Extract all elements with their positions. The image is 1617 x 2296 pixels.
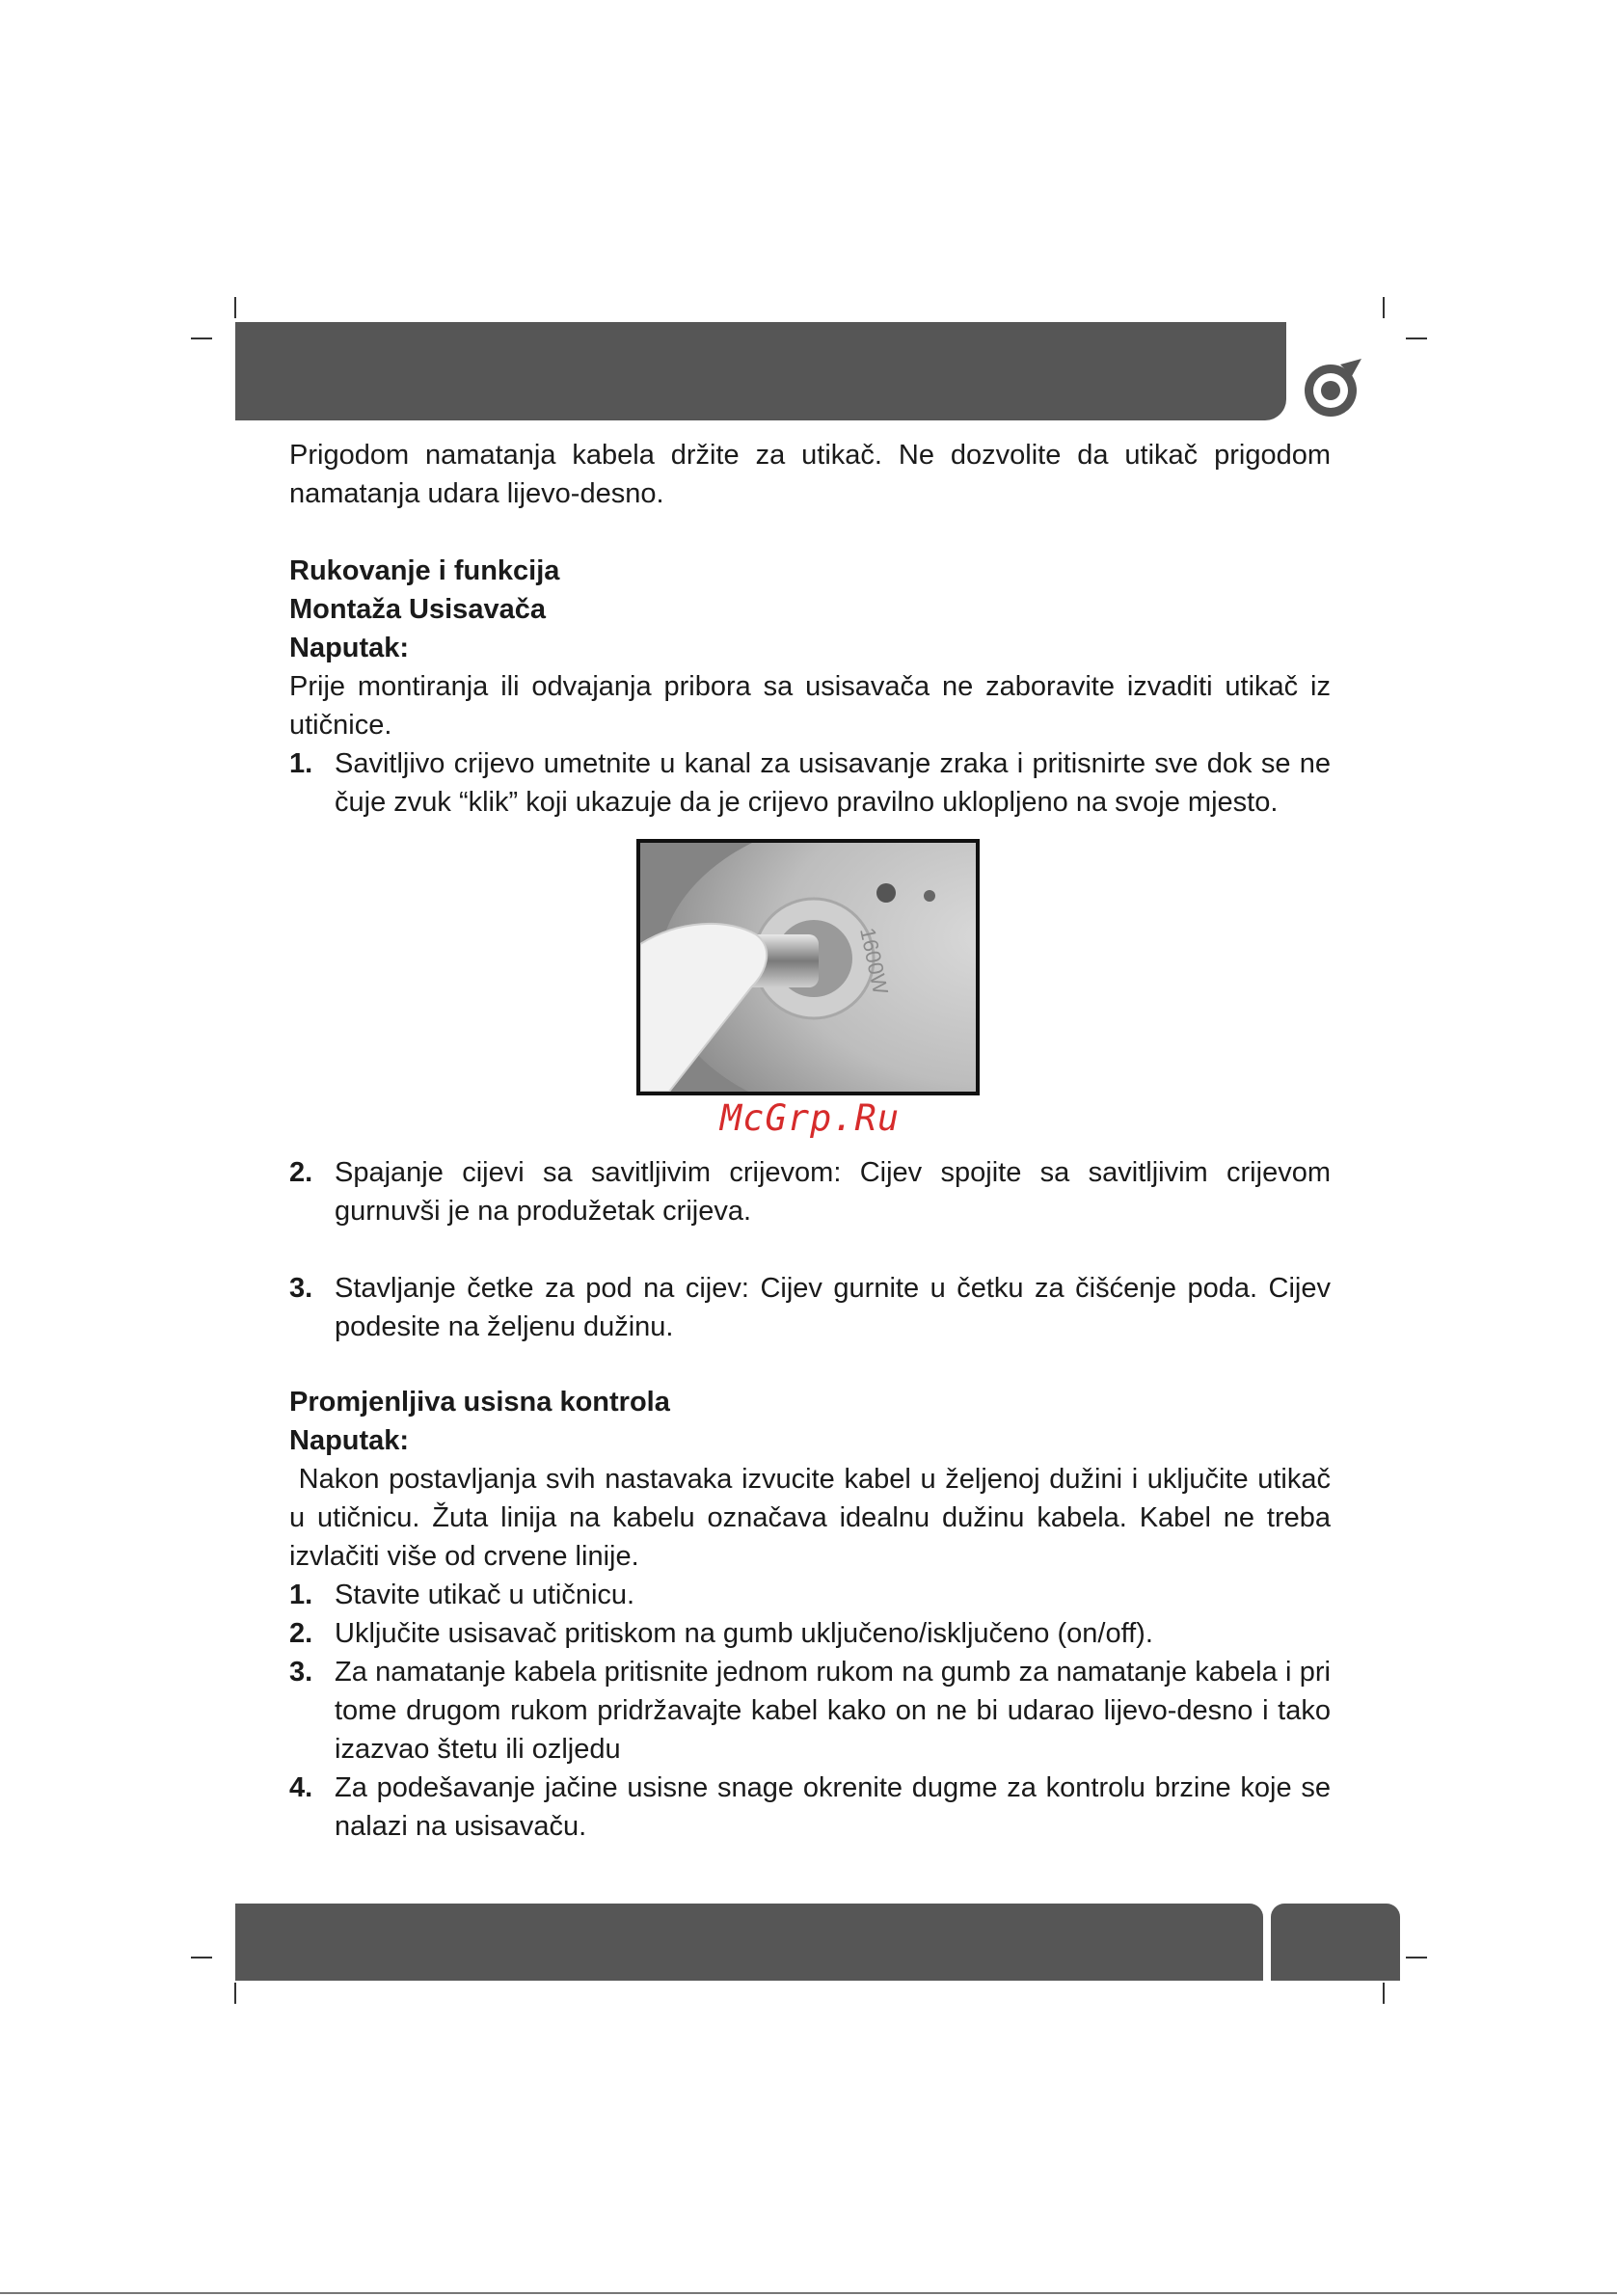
crop-mark <box>1383 297 1385 318</box>
crop-mark <box>1406 338 1427 339</box>
step-number: 1. <box>289 748 313 779</box>
step-text: Za podešavanje jačine usisne snage okrenite dugme za kontrolu brzine koje se nalazi na usisavaču. <box>335 1772 1331 1842</box>
note-text: Prije montiranja ili odvajanja pribora sa usisavača ne zaboravite izvaditi utikač iz utičnice. <box>289 671 1331 741</box>
crop-mark <box>234 1983 236 2004</box>
brand-ring-logo-icon <box>1298 355 1365 422</box>
watermark: McGrp.Ru <box>719 1097 901 1139</box>
photo-illustration <box>640 843 976 1092</box>
device-power-label: 1600W <box>855 925 894 997</box>
list-item <box>289 1769 1331 1846</box>
assembly-steps <box>289 744 1331 822</box>
step-text: Stavite utikač u utičnicu. <box>335 1580 635 1610</box>
hose-connection-photo <box>636 839 980 1095</box>
section-subheading: Montaža Usisavača <box>289 594 546 625</box>
section-heading: Promjenljiva usisna kontrola <box>289 1387 670 1418</box>
step-text: Uključite usisavač pritiskom na gumb uključeno/isključeno (on/off). <box>335 1618 1153 1649</box>
list-item <box>289 744 1331 822</box>
intro-paragraph: Prigodom namatanja kabela držite za utikač. Ne dozvolite da utikač prigodom namatanja udara lijevo-desno. <box>289 440 1331 509</box>
step-number: 3. <box>289 1657 313 1688</box>
list-item <box>289 1269 1331 1346</box>
section-heading: Rukovanje i funkcija <box>289 555 560 586</box>
suction-control-steps <box>289 1576 1331 1846</box>
footer-bar <box>235 1904 1263 1981</box>
assembly-steps-continued <box>289 1153 1331 1346</box>
note-label: Naputak: <box>289 633 410 663</box>
step-number: 1. <box>289 1580 313 1610</box>
crop-mark <box>1406 1957 1427 1958</box>
crop-mark <box>191 338 212 339</box>
page-number-tab <box>1271 1904 1400 1981</box>
step-text: Spajanje cijevi sa savitljivim crijevom: Cijev spojite sa savitljivim crijevom gurnuvši je na produžetak crijeva. <box>335 1157 1331 1227</box>
page-edge-line <box>0 2292 1617 2294</box>
note-label: Naputak: <box>289 1425 410 1456</box>
crop-mark <box>234 297 236 318</box>
list-item <box>289 1576 1331 1614</box>
crop-mark <box>1383 1983 1385 2004</box>
page-content <box>289 436 1339 1846</box>
step-text: Savitljivo crijevo umetnite u kanal za usisavanje zraka i pritisnirte sve dok se ne čuje zvuk “klik” koji ukazuje da je crijevo pravilno uklopljeno na svoje mjesto. <box>335 748 1331 818</box>
header-bar <box>235 322 1286 420</box>
list-item <box>289 1653 1331 1769</box>
note-text: Nakon postavljanja svih nastavaka izvucite kabel u željenoj dužini i uključite utikač u utičnicu. Žuta linija na kabelu označava idealnu dužinu kabela. Kabel ne treba izvlačiti više od crvene linije. <box>289 1464 1339 1572</box>
crop-mark <box>191 1957 212 1958</box>
step-text: Za namatanje kabela pritisnite jednom rukom na gumb za namatanje kabela i pri tome drugom rukom pridržavajte kabel kako on ne bi udarao lijevo-desno i tako izazvao štetu ili ozljedu <box>335 1657 1331 1765</box>
step-number: 3. <box>289 1273 313 1304</box>
list-item <box>289 1614 1331 1653</box>
step-number: 2. <box>289 1157 313 1188</box>
step-number: 2. <box>289 1618 313 1649</box>
step-number: 4. <box>289 1772 313 1803</box>
list-item <box>289 1153 1331 1230</box>
step-text: Stavljanje četke za pod na cijev: Cijev gurnite u četku za čišćenje poda. Cijev podesite na željenu dužinu. <box>335 1273 1331 1342</box>
